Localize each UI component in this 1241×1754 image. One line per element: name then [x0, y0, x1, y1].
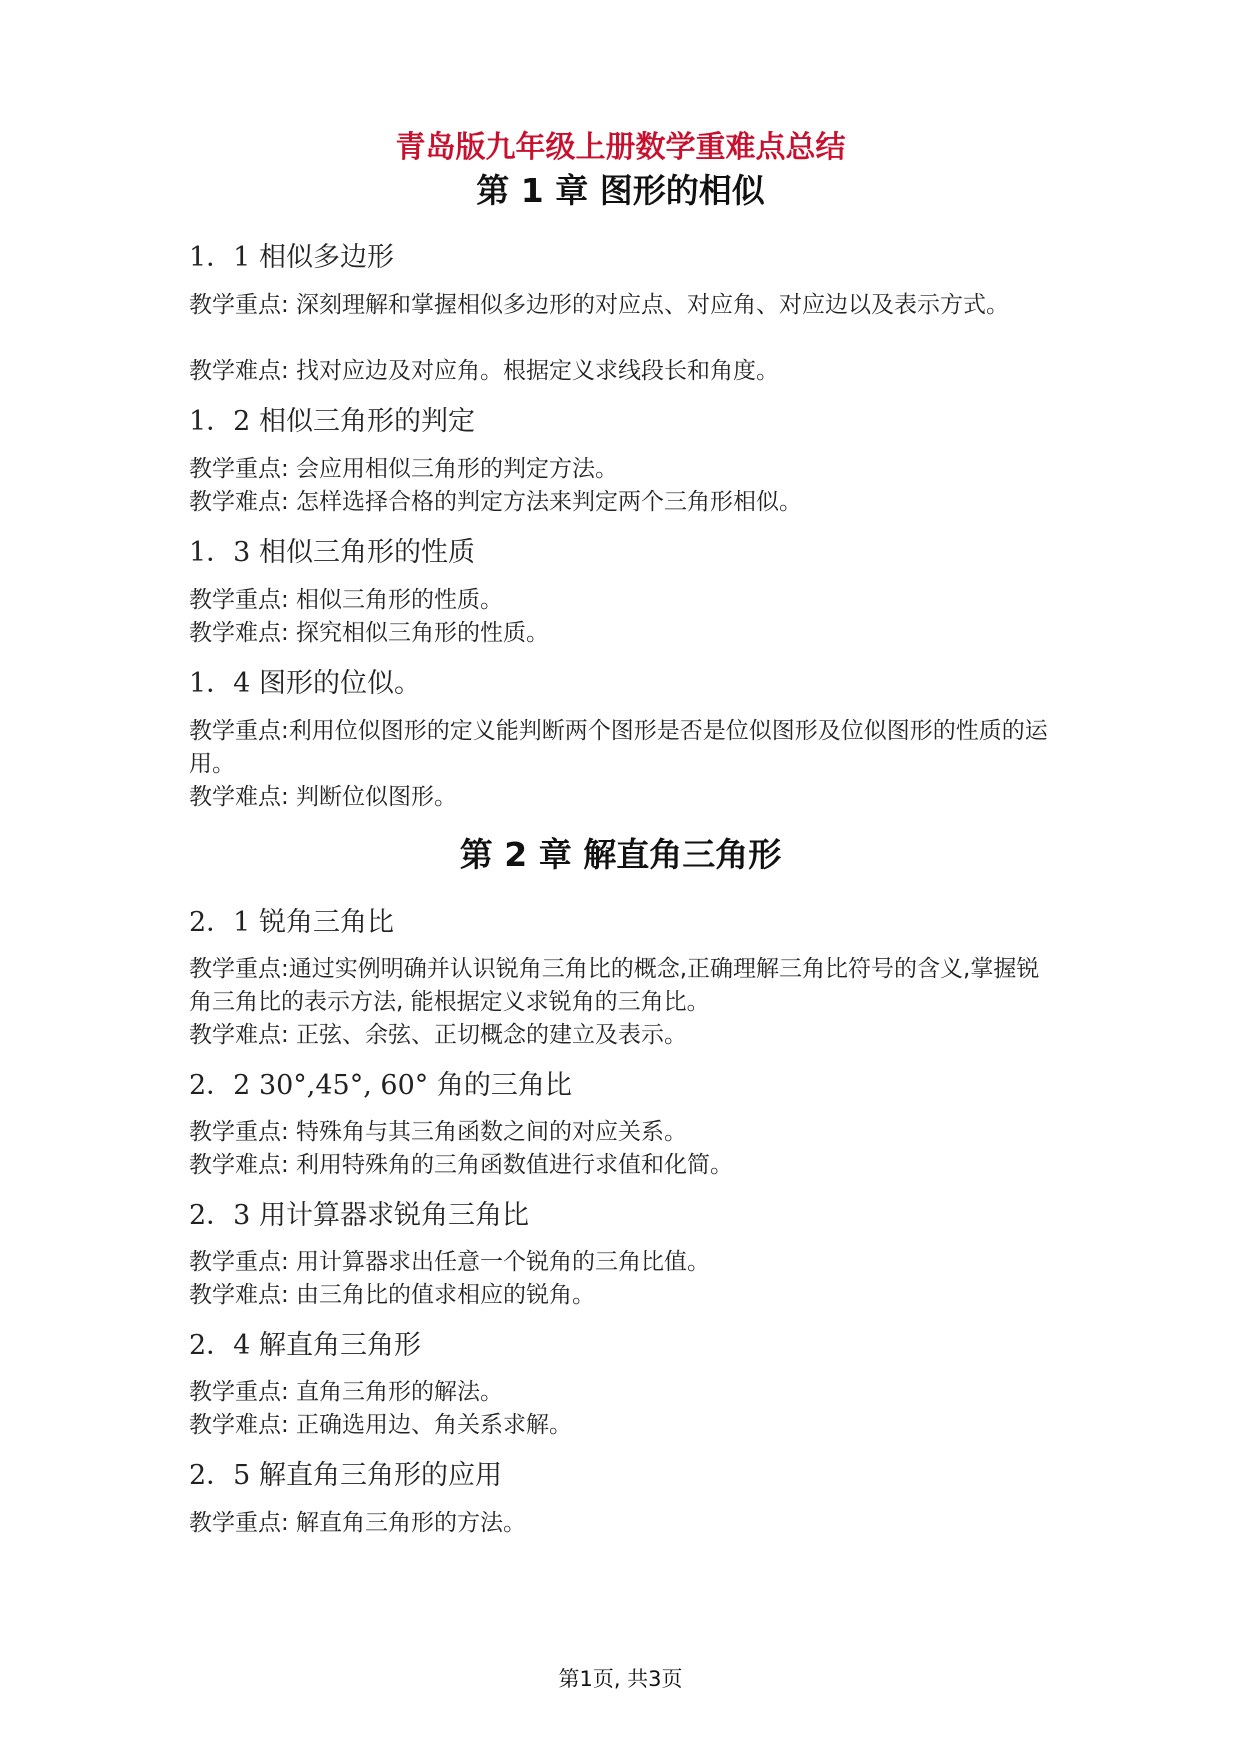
- section-2-4-heading: [189, 1328, 421, 1364]
- section-1-2-key-point: 教学重点: 会应用相似三角形的判定方法。: [189, 456, 619, 482]
- section-2-2-key-point: 教学重点: 特殊角与其三角函数之间的对应关系。: [189, 1119, 688, 1145]
- section-1-1-difficulty: 教学难点: 找对应边及对应角。根据定义求线段长和角度。: [189, 358, 780, 384]
- section-1-2-heading: [189, 404, 475, 440]
- section-1-2-difficulty: 教学难点: 怎样选择合格的判定方法来判定两个三角形相似。: [189, 489, 803, 515]
- section-number: 2．1: [189, 907, 259, 938]
- section-name: 相似多边形: [258, 242, 394, 273]
- section-name: 解直角三角形的应用: [258, 1460, 502, 1491]
- section-2-3-key-point: 教学重点: 用计算器求出任意一个锐角的三角比值。: [189, 1249, 711, 1275]
- section-number: 1．4: [189, 668, 259, 699]
- page-footer: 第1页, 共3页: [558, 1667, 683, 1691]
- section-2-4-key-point: 教学重点: 直角三角形的解法。: [189, 1379, 504, 1405]
- section-1-4-difficulty: 教学难点: 判断位似图形。: [189, 784, 458, 810]
- section-2-1-heading: [189, 905, 394, 941]
- section-number: 2．5: [189, 1460, 259, 1491]
- section-name: 相似三角形的性质: [258, 537, 475, 568]
- section-1-4-heading: [189, 666, 421, 702]
- section-name: 用计算器求锐角三角比: [258, 1200, 529, 1231]
- section-2-3-heading: [189, 1198, 529, 1234]
- section-number: 1．3: [189, 537, 259, 568]
- section-2-5-heading: [189, 1458, 502, 1494]
- section-1-4-key-point: 教学重点:利用位似图形的定义能判断两个图形是否是位似图形及位似图形的性质的运用。: [189, 718, 1048, 777]
- document-title: 青岛版九年级上册数学重难点总结: [395, 130, 846, 165]
- section-2-1-key-point: 教学重点:通过实例明确并认识锐角三角比的概念,正确理解三角比符号的含义,掌握锐角三角比的表示方法, 能根据定义求锐角的三角比。: [189, 956, 1040, 1015]
- section-2-2-difficulty: 教学难点: 利用特殊角的三角函数值进行求值和化简。: [189, 1152, 734, 1178]
- section-number: 2．4: [189, 1330, 259, 1361]
- section-name: 解直角三角形: [258, 1330, 421, 1361]
- section-1-3-heading: [189, 535, 475, 571]
- section-1-1-key-point: 教学重点: 深刻理解和掌握相似多边形的对应点、对应角、对应边以及表示方式。: [189, 292, 1010, 318]
- section-number: 2．2 30°,45°, 60°: [189, 1070, 429, 1101]
- chapter-2-heading: 第 2 章 解直角三角形: [459, 835, 782, 874]
- section-1-1-heading: [189, 240, 394, 276]
- section-name: 图形的位似。: [258, 668, 421, 699]
- section-2-2-heading: [189, 1068, 572, 1104]
- section-number: 1．1: [189, 242, 259, 273]
- section-2-3-difficulty: 教学难点: 由三角比的值求相应的锐角。: [189, 1282, 596, 1308]
- section-number: 1．2: [189, 406, 259, 437]
- section-2-4-difficulty: 教学难点: 正确选用边、角关系求解。: [189, 1412, 573, 1438]
- chapter-1-heading: 第 1 章 图形的相似: [476, 171, 765, 210]
- section-2-1-difficulty: 教学难点: 正弦、余弦、正切概念的建立及表示。: [189, 1022, 688, 1048]
- section-name: 角的三角比: [436, 1070, 572, 1101]
- section-1-3-key-point: 教学重点: 相似三角形的性质。: [189, 587, 504, 613]
- section-2-5-key-point: 教学重点: 解直角三角形的方法。: [189, 1510, 527, 1536]
- section-name: 相似三角形的判定: [258, 406, 475, 437]
- section-name: 锐角三角比: [258, 907, 394, 938]
- section-number: 2．3: [189, 1200, 259, 1231]
- section-1-3-difficulty: 教学难点: 探究相似三角形的性质。: [189, 620, 550, 646]
